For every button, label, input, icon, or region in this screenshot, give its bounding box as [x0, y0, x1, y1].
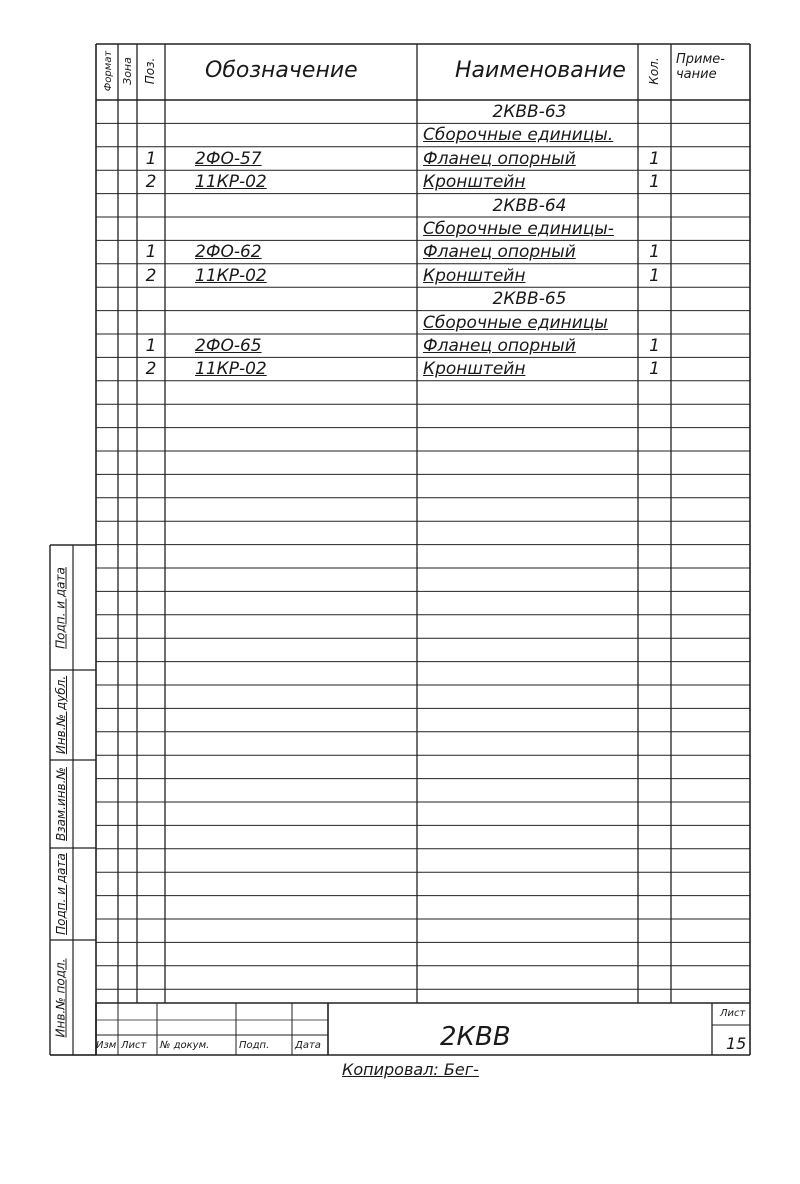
- title-izm: Изм: [96, 1040, 117, 1051]
- table-row: [0, 195, 800, 218]
- title-sign: Подп.: [239, 1040, 270, 1051]
- cell-designation: 11КР-02: [195, 359, 267, 380]
- cell-pos: 1: [145, 336, 157, 356]
- title-date: Дата: [295, 1040, 321, 1051]
- table-row: [0, 171, 800, 194]
- side-label: Инв.№ дубл.: [53, 675, 68, 755]
- header-note: Приме-чание: [676, 52, 725, 82]
- title-sheet-number: 15: [726, 1034, 747, 1053]
- cell-qty: 1: [649, 336, 660, 356]
- cell-pos: 2: [145, 172, 157, 193]
- title-code: 2КВВ: [440, 1022, 511, 1052]
- cell-pos: 2: [145, 265, 157, 286]
- cell-designation: 2ФО-62: [195, 242, 262, 263]
- cell-qty: 1: [649, 172, 660, 193]
- table-row: [0, 148, 800, 171]
- cell-designation: 11КР-02: [195, 265, 267, 286]
- table-row: [0, 218, 800, 241]
- cell-designation: 2ФО-65: [195, 336, 262, 356]
- side-label: Инв.№ подл.: [53, 958, 68, 1037]
- cell-pos: 1: [145, 242, 157, 263]
- header-format: Формат: [103, 50, 114, 92]
- side-label: Подп. и дата: [53, 853, 68, 935]
- header-name: Наименование: [455, 58, 626, 83]
- cell-name: Сборочные единицы.: [423, 125, 614, 146]
- cell-name: Кронштейн: [423, 265, 526, 286]
- cell-name: Кронштейн: [423, 359, 526, 380]
- header-qty: Кол.: [647, 57, 661, 85]
- cell-name: 2КВВ-65: [492, 289, 567, 310]
- side-label: Взам.инв.№: [53, 767, 68, 841]
- cell-name: 2КВВ-63: [492, 102, 567, 122]
- cell-name: Фланец опорный: [423, 336, 576, 356]
- cell-designation: 2ФО-57: [195, 148, 262, 169]
- title-doc: № докум.: [160, 1040, 210, 1051]
- table-row: [0, 101, 800, 124]
- cell-name: Кронштейн: [423, 172, 526, 193]
- cell-pos: 1: [145, 148, 157, 169]
- cell-qty: 1: [649, 242, 660, 263]
- cell-qty: 1: [649, 265, 660, 286]
- cell-designation: 11КР-02: [195, 172, 267, 193]
- side-label: Подп. и дата: [53, 566, 68, 649]
- table-row: [0, 265, 800, 288]
- table-row: [0, 124, 800, 147]
- cell-pos: 2: [145, 359, 157, 380]
- header-pos: Поз.: [143, 57, 157, 85]
- cell-name: Фланец опорный: [423, 242, 576, 263]
- table-row: [0, 288, 800, 311]
- cell-qty: 1: [649, 148, 660, 169]
- cell-name: Фланец опорный: [423, 148, 576, 169]
- cell-name: Сборочные единицы-: [423, 219, 614, 239]
- cell-qty: 1: [649, 359, 660, 380]
- header-zone: Зона: [121, 57, 134, 85]
- title-list: Лист: [121, 1040, 147, 1051]
- table-row: [0, 241, 800, 264]
- cell-name: 2КВВ-64: [492, 195, 567, 216]
- header-designation: Обозначение: [205, 58, 358, 83]
- cell-name: Сборочные единицы: [423, 312, 608, 333]
- title-sheet-label: Лист: [720, 1008, 746, 1019]
- table-row: [0, 335, 800, 358]
- table-row: [0, 312, 800, 335]
- copied-by: Копировал: Бег-: [342, 1060, 479, 1079]
- table-row: [0, 358, 800, 381]
